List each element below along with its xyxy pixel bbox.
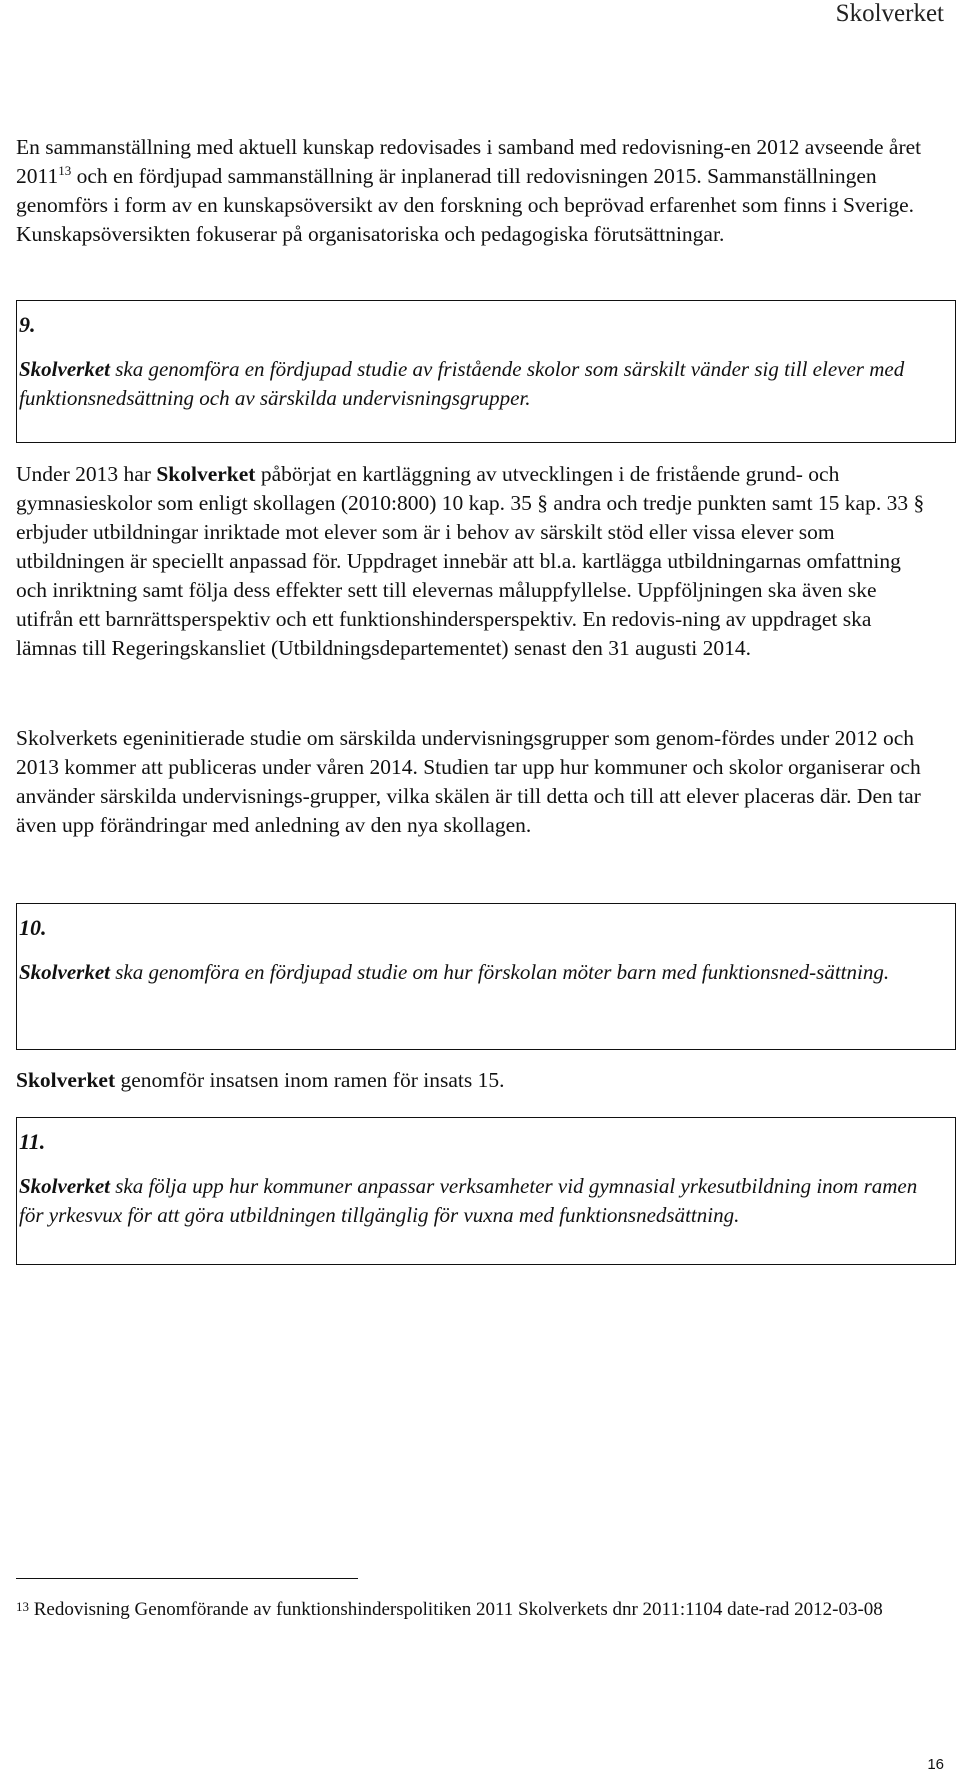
measure-box-11 xyxy=(16,1117,956,1265)
measure-description: ska följa upp hur kommuner anpassar verksamheter vid gymnasial yrkesutbildning inom ramen för yrkesvux för att göra utbildningen tillgänglig för vuxna med funktionsnedsättning. xyxy=(19,1174,918,1227)
egeninitierade-paragraph: Skolverkets egeninitierade studie om särskilda undervisningsgrupper som genom-fördes under 2012 och 2013 kommer att publiceras under våren 2014. Studien tar upp hur kommuner och skolor organiserar och använder särskilda undervisnings-grupper, vilka skälen är till detta och till att elever placeras där. Den tar även upp förändringar med anledning av den nya skollagen. xyxy=(16,726,921,837)
under-2013-text-b: påbörjat en kartläggning av utvecklingen i de fristående grund- och gymnasieskolor som enligt skollagen (2010:800) 10 kap. 35 § andra och tredje punkten samt 15 kap. 33 § erbjuder utbildningar inriktade mot elever som är i behov av särskilt stöd eller vissa elever som utbildningen är speciellt anpassad för. Uppdraget innebär att bl.a. kartlägga utbildningarnas omfattning och inriktning samt följa dess effekter sett till elevernas måluppfyllelse. Uppföljningen ska även ske utifrån ett barnrättsperspektiv och ett funktionshindersperspektiv. En redovis-ning av uppdraget ska lämnas till Regeringskansliet (Utbildningsdepartementet) senast den 31 augusti 2014. xyxy=(16,462,925,660)
measure-text xyxy=(19,1172,941,1230)
page-number: 16 xyxy=(927,1756,944,1773)
measure-number: 11. xyxy=(19,1129,46,1154)
measure-box-10 xyxy=(16,903,956,1050)
measure-number: 10. xyxy=(19,915,47,940)
intro-text-b: och en fördjupad sammanställning är inplanerad till redovisningen 2015. Sammanställningen genomförs i form av en kunskapsöversikt av den forskning och beprövad erfarenhet som finns i Sverige. Kunskapsöversikten fokuserar på organisatoriska och pedagogiska förutsättningar. xyxy=(16,164,914,246)
under-2013-agency: Skolverket xyxy=(156,462,256,486)
intro-text-a: En sammanställning med aktuell kunskap redovisades i samband med redovisning-en 2012 avseende året 2011 xyxy=(16,135,922,188)
measure-agency: Skolverket xyxy=(19,960,110,984)
footnote-separator xyxy=(16,1578,358,1579)
under-2013-text-a: Under 2013 har xyxy=(16,462,157,486)
under-2013-paragraph xyxy=(16,460,936,663)
footnote-ref[interactable]: 13 xyxy=(58,163,72,178)
page-header: Skolverket xyxy=(835,0,944,27)
footnote-number: 13 xyxy=(16,1599,29,1614)
insats-15-paragraph xyxy=(16,1066,936,1095)
insats-15-text: genomför insatsen inom ramen för insats 15. xyxy=(115,1068,505,1092)
insats-15-agency: Skolverket xyxy=(16,1068,116,1092)
measure-description: ska genomföra en fördjupad studie om hur förskolan möter barn med funktionsned-sättning. xyxy=(109,960,890,984)
footnote xyxy=(16,1596,936,1623)
measure-number: 9. xyxy=(19,312,36,337)
measure-agency: Skolverket xyxy=(19,357,110,381)
measure-description: ska genomföra en fördjupad studie av fristående skolor som särskilt vänder sig till elever med funktionsnedsättning och av särskilda undervisningsgrupper. xyxy=(19,357,905,410)
intro-paragraph xyxy=(16,133,936,249)
measure-box-9 xyxy=(16,300,956,443)
measure-text xyxy=(19,355,941,413)
measure-agency: Skolverket xyxy=(19,1174,110,1198)
measure-text xyxy=(19,958,941,987)
footnote-text: Redovisning Genomförande av funktionshinderspolitiken 2011 Skolverkets dnr 2011:1104 date-rad 2012-03-08 xyxy=(29,1599,883,1620)
